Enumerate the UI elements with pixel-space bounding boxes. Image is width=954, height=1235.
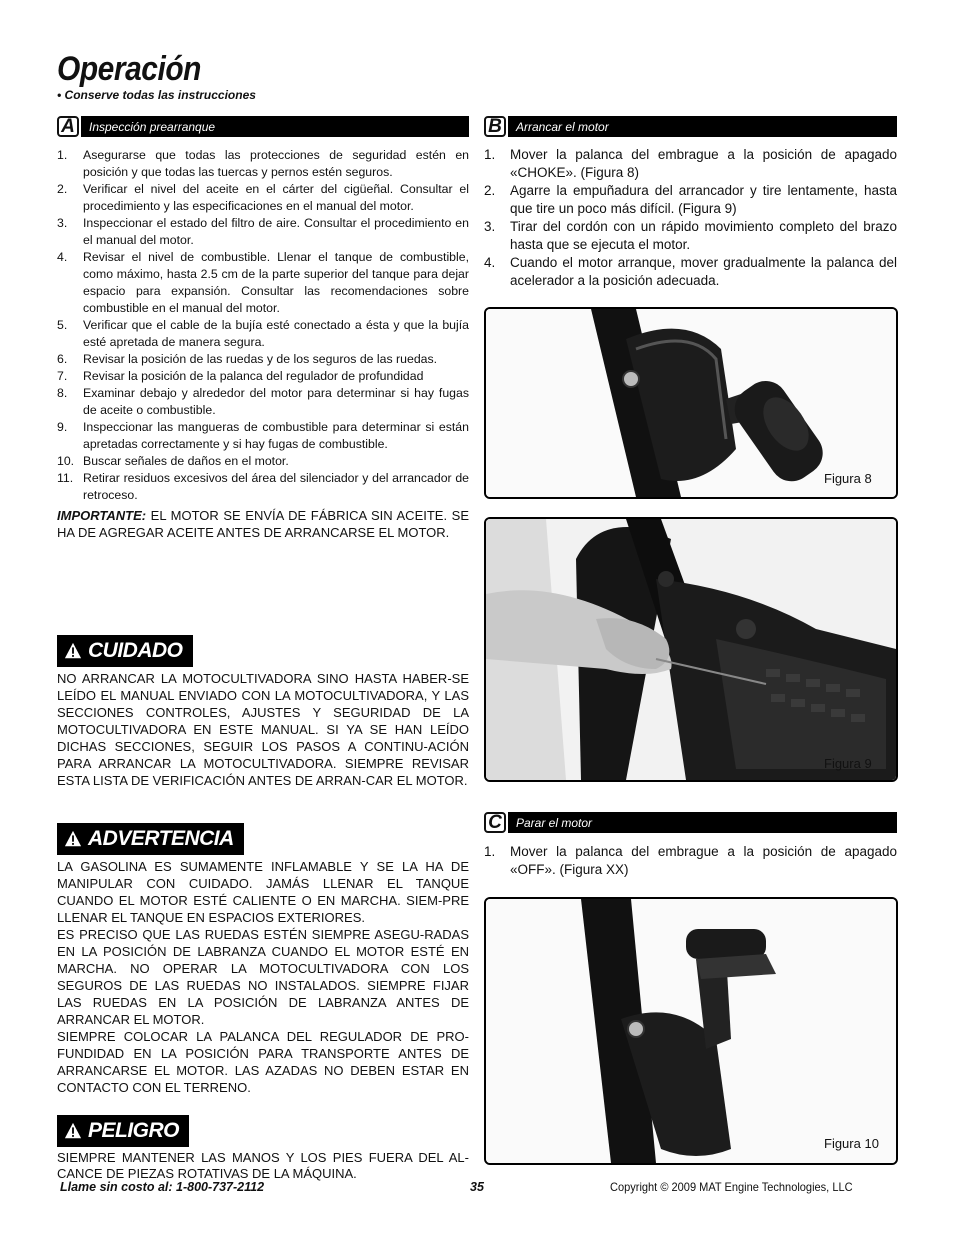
- list-item-text: Mover la palanca del embrague a la posición de apagado «OFF». (Figura XX): [510, 844, 897, 877]
- list-item-text: Asegurarse que todas las protecciones de seguridad estén en posición y que todas las tuercas y pernos estén seguros.: [83, 148, 469, 179]
- section-a-letter: A: [57, 116, 79, 137]
- peligro-text: SIEMPRE MANTENER LAS MANOS Y LOS PIES FUERA DEL AL-CANCE DE PIEZAS ROTATIVAS DE LA MÁQUINA.: [57, 1150, 469, 1181]
- cuidado-badge: [57, 635, 193, 667]
- list-item-text: Agarre la empuñadura del arrancador y tire lentamente, hasta que tire un poco más difícil. (Figura 9): [510, 183, 897, 216]
- list-item-text: Verificar que el cable de la bujía esté conectado a ésta y que la bujía esté apretada de manera segura.: [83, 318, 469, 349]
- section-a-steps: [57, 147, 469, 504]
- figure-10-label: Figura 10: [824, 1136, 879, 1151]
- list-item: [57, 470, 469, 504]
- section-b: [484, 116, 897, 290]
- peligro-badge: [57, 1115, 189, 1147]
- list-item: [57, 249, 469, 317]
- section-c-letter: C: [484, 812, 506, 833]
- section-b-letter: B: [484, 116, 506, 137]
- list-item-number: 11.: [57, 471, 74, 485]
- figure-9-image: [486, 519, 896, 780]
- list-item-number: 4.: [57, 250, 68, 264]
- cuidado-text: NO ARRANCAR LA MOTOCULTIVADORA SINO HASTA HABER-SE LEÍDO EL MANUAL ENVIADO CON LA MOTOCULTIVADORA, Y LAS SECCIONES CONTROLES, AJUSTES Y SEGURIDAD DE LA MOTOCULTIVADORA EN ESTE MANUAL. SI YA SE HAN LEÍDO DICHAS SECCIONES, SEGUIR LOS PASOS A CONTINU-ACIÓN PARA ARRANCAR LA MOTOCULTIVADORA. SIEMPRE REVISAR ESTA LISTA DE VERIFICACIÓN ANTES DE ARRAN-CAR EL MOTOR.: [57, 671, 469, 788]
- list-item: [57, 453, 469, 470]
- list-item-number: 1.: [57, 148, 68, 162]
- list-item: [484, 146, 897, 182]
- list-item-text: Buscar señales de daños en el motor.: [83, 454, 289, 468]
- list-item: [484, 218, 897, 254]
- warning-icon: [64, 830, 82, 848]
- list-item-text: Examinar debajo y alrededor del motor para determinar si hay fugas de aceite o combustible.: [83, 386, 469, 417]
- list-item-number: 3.: [484, 219, 496, 234]
- warning-icon: [64, 1122, 82, 1140]
- advertencia-p1: LA GASOLINA ES SUMAMENTE INFLAMABLE Y SE LA HA DE MANIPULAR CON CUIDADO. JAMÁS LLENAR EL TANQUE CUANDO EL MOTOR ESTÉ CALIENTE O EN MARCHA. SIEM-PRE LLENAR EL TANQUE EN ESPACIOS EXTERIORES.: [57, 859, 469, 925]
- list-item-text: Retirar residuos excesivos del área del silenciador y del arrancador de retroceso.: [83, 471, 469, 502]
- list-item: [57, 351, 469, 368]
- section-a: [57, 116, 469, 541]
- list-item-number: 2.: [484, 183, 496, 198]
- section-c-header: [484, 812, 897, 833]
- figure-9-label: Figura 9: [824, 756, 872, 771]
- warning-icon: [64, 642, 82, 660]
- section-c: [484, 812, 897, 879]
- section-c-heading: Parar el motor: [508, 812, 897, 833]
- important-text: EL MOTOR SE ENVÍA DE FÁBRICA SIN ACEITE. SE HA DE AGREGAR ACEITE ANTES DE ARRANCARSE EL MOTOR.: [57, 508, 469, 540]
- advertencia-p2: ES PRECISO QUE LAS RUEDAS ESTÉN SIEMPRE ASEGU-RADAS EN LA POSICIÓN DE LABRANZA CUANDO EL MOTOR ESTÉ EN MARCHA. NO OPERAR LA MOTOCULTIVADORA CON LOS SEGUROS DE LAS RUEDAS NO INSTALADOS. SIEMPRE FIJAR LAS RUEDAS EN LA POSICIÓN DE LABRANZA ANTES DE ARRANCAR EL MOTOR.: [57, 927, 469, 1027]
- list-item-text: Inspeccionar las mangueras de combustible para determinar si están apretadas correctamente y si hay fugas de combustible.: [83, 420, 469, 451]
- list-item: [57, 215, 469, 249]
- list-item-number: 5.: [57, 318, 68, 332]
- advertencia-p3: SIEMPRE COLOCAR LA PALANCA DEL REGULADOR DE PRO-FUNDIDAD EN LA POSICIÓN PARA TRANSPORTE ANTES DE ARRANCARSE EL MOTOR. LAS AZADAS NO DEBEN ESTAR EN CONTACTO CON EL TERRENO.: [57, 1029, 469, 1095]
- section-b-header: [484, 116, 897, 137]
- list-item-number: 1.: [484, 844, 496, 859]
- list-item-text: Revisar la posición de la palanca del regulador de profundidad: [83, 369, 424, 383]
- section-c-steps: [484, 843, 897, 879]
- advertencia-badge: [57, 823, 244, 855]
- figure-9-photo: [484, 517, 898, 782]
- section-b-heading: Arrancar el motor: [508, 116, 897, 137]
- peligro-block: [57, 1115, 469, 1182]
- advertencia-block: [57, 823, 469, 1096]
- list-item-number: 1.: [484, 147, 496, 162]
- list-item: [484, 254, 897, 290]
- list-item-number: 8.: [57, 386, 68, 400]
- footer-copyright: Copyright © 2009 MAT Engine Technologies, LLC: [610, 1180, 853, 1194]
- important-note: [57, 507, 469, 541]
- list-item-text: Revisar el nivel de combustible. Llenar el tanque de combustible, como máximo, hasta 2.5 cm de la parte superior del tanque para dejar espacio para expansión. Consultar las recomendaciones sobre combustible en el manual del motor.: [83, 250, 469, 315]
- list-item: [57, 368, 469, 385]
- peligro-label: PELIGRO: [88, 1119, 180, 1142]
- figure-10-photo: [484, 897, 898, 1165]
- list-item: [57, 419, 469, 453]
- page-title: Operación: [57, 50, 202, 88]
- list-item: [57, 385, 469, 419]
- section-a-heading: Inspección prearranque: [81, 116, 469, 137]
- list-item-number: 7.: [57, 369, 68, 383]
- cuidado-block: [57, 635, 469, 789]
- figure-10-image: [486, 899, 896, 1163]
- list-item-text: Verificar el nivel del aceite en el cárter del cigüeñal. Consultar el procedimiento y las especificaciones en el manual del motor.: [83, 182, 469, 213]
- list-item: [57, 147, 469, 181]
- list-item-text: Mover la palanca del embrague a la posición de apagado «CHOKE». (Figura 8): [510, 147, 897, 180]
- list-item-number: 6.: [57, 352, 68, 366]
- list-item-number: 3.: [57, 216, 68, 230]
- list-item-number: 9.: [57, 420, 68, 434]
- list-item-text: Inspeccionar el estado del filtro de aire. Consultar el procedimiento en el manual del motor.: [83, 216, 469, 247]
- list-item-number: 10.: [57, 454, 75, 468]
- footer-page-number: 35: [470, 1180, 484, 1194]
- list-item: [484, 182, 897, 218]
- list-item: [57, 317, 469, 351]
- figure-8-label: Figura 8: [824, 471, 872, 486]
- advertencia-label: ADVERTENCIA: [88, 827, 234, 850]
- list-item: [484, 843, 897, 879]
- list-item-text: Cuando el motor arranque, mover gradualmente la palanca del acelerador a la posición adecuada.: [510, 255, 897, 288]
- cuidado-label: CUIDADO: [88, 639, 183, 662]
- section-a-header: [57, 116, 469, 137]
- section-b-steps: [484, 146, 897, 290]
- list-item-text: Tirar del cordón con un rápido movimiento completo del brazo hasta que se ejecuta el motor.: [510, 219, 897, 252]
- list-item-number: 2.: [57, 182, 68, 196]
- list-item-text: Revisar la posición de las ruedas y de los seguros de las ruedas.: [83, 352, 438, 366]
- important-label: IMPORTANTE:: [57, 508, 147, 523]
- page-subtitle: • Conserve todas las instrucciones: [57, 88, 256, 102]
- list-item-number: 4.: [484, 255, 496, 270]
- figure-8-image: [486, 309, 896, 497]
- footer-phone: Llame sin costo al: 1-800-737-2112: [60, 1180, 265, 1194]
- list-item: [57, 181, 469, 215]
